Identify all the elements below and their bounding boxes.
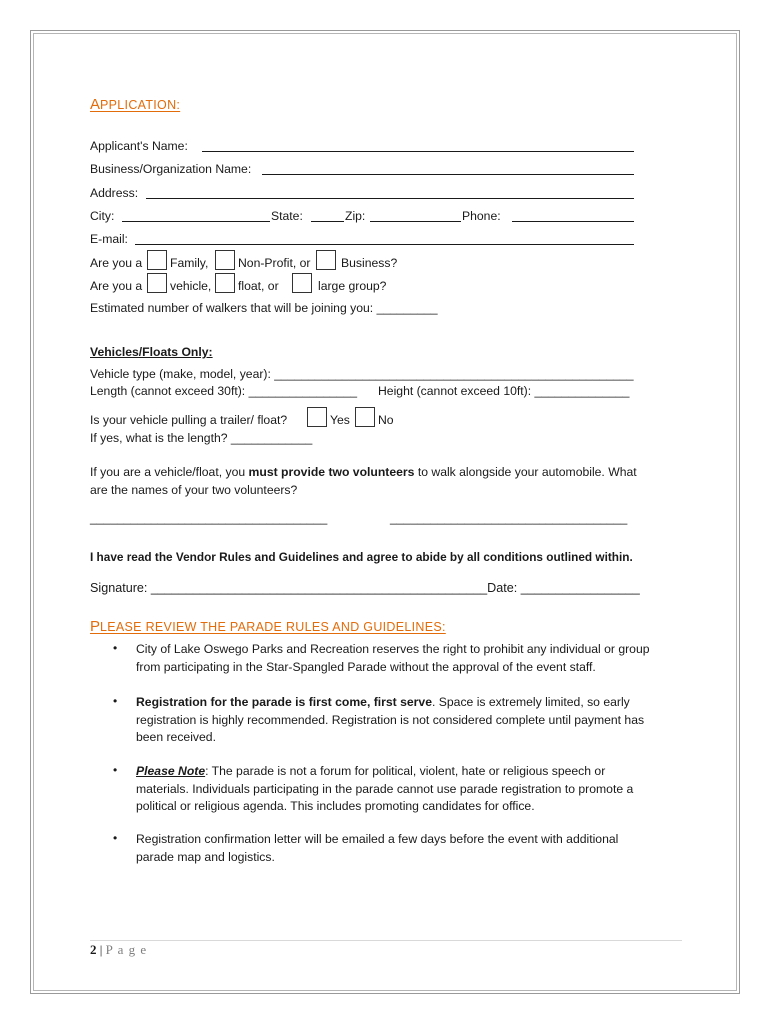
rule-1-line-2: from participating in the Star-Spangled Parade without the approval of the event staff. xyxy=(136,659,596,674)
rule-1-line-1: City of Lake Oswego Parks and Recreation reserves the right to prohibit any individual or group xyxy=(136,642,650,656)
vehicles-section-title: Vehicles/Floats Only: xyxy=(90,345,213,359)
signature-row xyxy=(90,580,640,596)
rule-3 xyxy=(136,763,696,816)
large-group-checkbox[interactable] xyxy=(292,273,312,293)
agreement-statement: I have read the Vendor Rules and Guidelines and agree to abide by all conditions outlined within. xyxy=(90,550,633,564)
rule-2 xyxy=(136,694,696,747)
rule-3-line-1 xyxy=(136,763,696,781)
rule-4 xyxy=(136,831,696,866)
rule-3-line-2: materials. Individuals participating in the parade cannot use parade registration to promote a xyxy=(136,781,634,796)
state-label: State: xyxy=(271,209,303,223)
rule-2-line-1 xyxy=(136,694,696,712)
applicant-name-field[interactable] xyxy=(202,151,634,152)
rule-3-please-note: Please Note xyxy=(136,764,206,778)
rule-2-line-2: registration is highly recommended. Registration is not considered complete until payment has xyxy=(136,712,645,727)
date-field[interactable]: _________________ xyxy=(520,581,640,595)
page-footer xyxy=(90,942,147,958)
rule-2-bold: Registration for the parade is first come, first serve xyxy=(136,695,432,709)
height-label: Height (cannot exceed 10ft): xyxy=(378,384,532,398)
rule-4-line-1: Registration confirmation letter will be emailed a few days before the event with additional xyxy=(136,832,619,846)
signature-label: Signature: xyxy=(90,581,148,595)
vehicle-type-field[interactable]: _____________________________________________________ xyxy=(274,367,634,381)
height-field[interactable]: ______________ xyxy=(534,384,630,398)
phone-label: Phone: xyxy=(462,209,501,223)
nonprofit-checkbox[interactable] xyxy=(215,250,235,270)
vehicle-label: vehicle, xyxy=(170,279,212,293)
volunteers-bold: must provide two volunteers xyxy=(248,465,415,479)
applicant-name-label: Applicant's Name: xyxy=(90,139,188,153)
footer-divider xyxy=(90,940,682,941)
walkers-label xyxy=(90,300,438,316)
family-label: Family, xyxy=(170,256,209,270)
nonprofit-label: Non-Profit, or xyxy=(238,256,311,270)
trailer-length-row xyxy=(90,430,312,446)
vehicle-type-label: Vehicle type (make, model, year): xyxy=(90,367,271,381)
float-label: float, or xyxy=(238,279,279,293)
business-name-label: Business/Organization Name: xyxy=(90,162,252,176)
address-label: Address: xyxy=(90,186,139,200)
are-you-a-label-2: Are you a xyxy=(90,279,143,293)
rule-1-bullet: • xyxy=(113,641,118,655)
volunteer-1-field[interactable]: ___________________________________ xyxy=(90,511,328,525)
footer-separator: | xyxy=(96,942,106,957)
zip-field[interactable] xyxy=(370,221,461,222)
walkers-question: Estimated number of walkers that will be joining you: xyxy=(90,301,374,315)
rule-1 xyxy=(136,641,696,676)
volunteers-pre: If you are a vehicle/float, you xyxy=(90,465,249,479)
business-name-field[interactable] xyxy=(262,174,634,175)
trailer-question: Is your vehicle pulling a trailer/ float? xyxy=(90,413,288,427)
business-checkbox[interactable] xyxy=(316,250,336,270)
date-label: Date: xyxy=(487,581,518,595)
walkers-field[interactable]: _________ xyxy=(376,301,438,315)
family-checkbox[interactable] xyxy=(147,250,167,270)
trailer-yes-checkbox[interactable] xyxy=(307,407,327,427)
rule-3-line-3: political or religious agenda. This includes promoting candidates for office. xyxy=(136,799,535,813)
application-heading: APPLICATION: xyxy=(90,96,181,113)
trailer-no-label: No xyxy=(378,413,394,427)
signature-field[interactable]: ________________________________________________ xyxy=(150,581,488,595)
rules-heading: PLEASE REVIEW THE PARADE RULES AND GUIDELINES: xyxy=(90,618,446,635)
volunteers-post: to walk alongside your automobile. What xyxy=(414,465,637,479)
email-label: E-mail: xyxy=(90,232,128,246)
rule-3-bullet: • xyxy=(113,763,118,777)
vehicle-type-row xyxy=(90,366,634,382)
page-word: P a g e xyxy=(105,942,148,957)
city-label: City: xyxy=(90,209,115,223)
city-field[interactable] xyxy=(122,221,270,222)
business-label: Business? xyxy=(341,256,398,270)
trailer-length-field[interactable]: ____________ xyxy=(230,431,313,445)
trailer-length-label: If yes, what is the length? xyxy=(90,431,228,445)
trailer-yes-label: Yes xyxy=(330,413,350,427)
phone-field[interactable] xyxy=(512,221,634,222)
large-group-label: large group? xyxy=(318,279,387,293)
length-field[interactable]: ________________ xyxy=(248,384,358,398)
volunteer-2-field[interactable]: ___________________________________ xyxy=(390,511,628,525)
trailer-no-checkbox[interactable] xyxy=(355,407,375,427)
volunteers-text-line2: are the names of your two volunteers? xyxy=(90,483,298,497)
rule-2-bullet: • xyxy=(113,694,118,708)
are-you-a-label-1: Are you a xyxy=(90,256,143,270)
state-field[interactable] xyxy=(311,221,344,222)
page-number: 2 xyxy=(90,942,97,957)
float-checkbox[interactable] xyxy=(215,273,235,293)
height-row xyxy=(378,383,629,399)
rule-4-line-2: parade map and logistics. xyxy=(136,849,275,864)
length-label: Length (cannot exceed 30ft): xyxy=(90,384,246,398)
rule-2-line-3: been received. xyxy=(136,730,216,744)
rule-4-bullet: • xyxy=(113,831,118,845)
zip-label: Zip: xyxy=(345,209,366,223)
rule-3-rest: : The parade is not a forum for political, violent, hate or religious speech or xyxy=(205,764,606,778)
email-field[interactable] xyxy=(135,244,634,245)
address-field[interactable] xyxy=(146,198,634,199)
rule-2-rest: . Space is extremely limited, so early xyxy=(431,695,630,709)
vehicle-checkbox[interactable] xyxy=(147,273,167,293)
length-row xyxy=(90,383,357,399)
volunteers-text-line1 xyxy=(90,464,637,480)
